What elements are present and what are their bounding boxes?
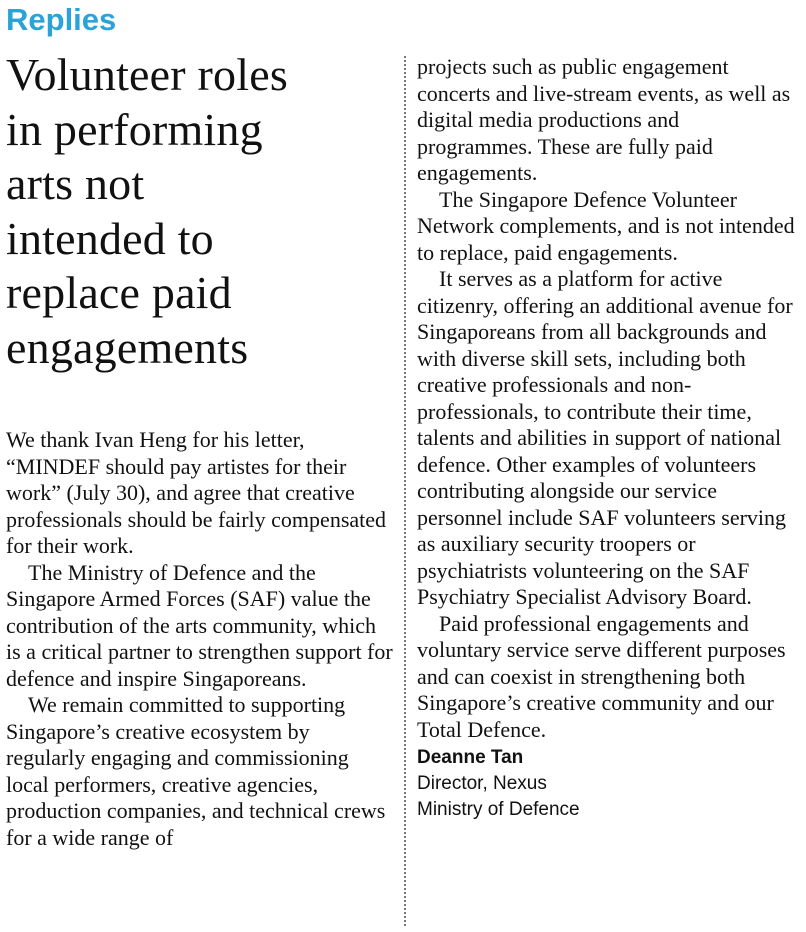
body-paragraph: We thank Ivan Heng for his letter, “MINDEF should pay artistes for their work” (July 30), and agree that creative professionals should be fairly compensated for their work. [6,427,387,558]
headline-block [6,48,394,375]
author-title: Director, Nexus [417,773,547,794]
body-paragraph: projects such as public engagement concerts and live-stream events, as well as digital media productions and programmes. These are fully paid engagements. [417,54,791,185]
right-column-body [417,54,800,823]
author-organization: Ministry of Defence [417,799,580,820]
headline-line: replace paid [6,267,232,318]
author-name: Deanne Tan [417,747,524,768]
headline-line: intended to [6,212,214,264]
body-paragraph: It serves as a platform for active citizenry, offering an additional avenue for Singaporeans from all backgrounds and with diverse skill sets, including both creative professionals and non-professionals, to contribute their time, talents and abilities in support of national defence. Other examples of volunteers contributing alongside our service personnel include SAF volunteers serving as auxiliary security troopers or psychiatrists volunteering on the SAF Psychiatry Specialist Advisory Board. [417,266,793,609]
body-paragraph: The Ministry of Defence and the Singapore Armed Forces (SAF) value the contribution of the arts community, which is a critical partner to strengthen support for defence and inspire Singaporeans. [6,559,393,691]
left-column-body [6,427,394,851]
headline-line: Volunteer roles [6,49,288,100]
column-divider [404,56,406,926]
body-paragraph: The Singapore Defence Volunteer Network complements, and is not intended to replace, paid engagements. [417,186,795,265]
section-label: Replies [6,2,117,37]
headline-line: arts not [6,158,145,209]
headline-line: engagements [6,321,249,373]
headline [6,48,394,375]
body-paragraph: Paid professional engagements and voluntary service serve different purposes and can coexist in strengthening both Singapore’s creative community and our Total Defence. [417,610,786,742]
body-paragraph: We remain committed to supporting Singapore’s creative ecosystem by regularly engaging and commissioning local performers, creative agencies, production companies, and technical crews for a wide range of [6,692,386,850]
headline-line: in performing [6,103,263,155]
